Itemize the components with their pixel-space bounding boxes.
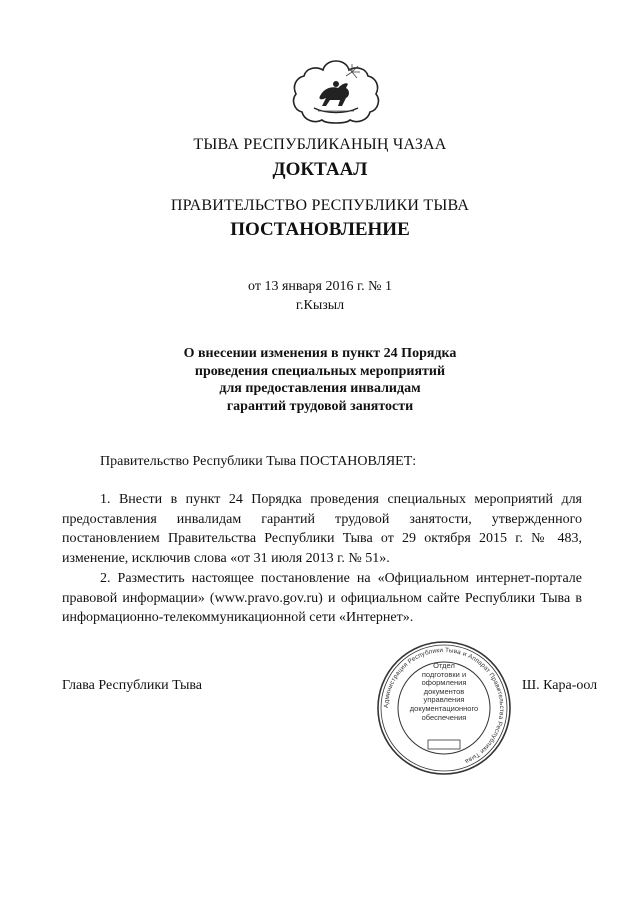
paragraph-line: постановлением Правительства Республики Тыва от 29 октября 2015 г. № 483, (62, 531, 582, 546)
paragraph-line: предоставления инвалидам гарантий трудовой занятости, утвержденного (62, 511, 582, 527)
tyva-document-type: ДОКТААЛ (272, 159, 368, 180)
paragraph-line: правовой информации» (www.pravo.gov.ru) и официальном сайте Республики Тыва в (62, 590, 582, 606)
intro-paragraph (62, 452, 582, 472)
signatory-name: Ш. Кара-оол (522, 678, 598, 693)
signatory-position: Глава Республики Тыва (62, 678, 203, 693)
russian-document-type: ПОСТАНОВЛЕНИЕ (230, 219, 410, 240)
paragraph-2 (62, 569, 582, 628)
paragraph-line: информационно-телекоммуникационной сети «Интернет». (62, 610, 414, 625)
title-line: проведения специальных мероприятий (194, 363, 446, 379)
tyva-emblem-icon (286, 58, 386, 124)
russian-government-name: ПРАВИТЕЛЬСТВО РЕСПУБЛИКИ ТЫВА (170, 197, 470, 214)
document-city: г.Кызыл (295, 298, 345, 313)
seal-line: обеспечения (421, 712, 467, 722)
tyva-government-name: ТЫВА РЕСПУБЛИКАНЫҢ ЧАЗАА (193, 136, 447, 153)
seal-line: подготовки и (421, 669, 467, 679)
paragraph-line: 2. Разместить настоящее постановление на «Официальном интернет-портале (100, 571, 582, 586)
intro-text: Правительство Республики Тыва ПОСТАНОВЛЯЕТ: (100, 454, 417, 469)
document-date: от 13 января 2016 г. № 1 (248, 279, 392, 294)
seal-line: документационного (409, 703, 479, 713)
paragraph-line: 1. Внести в пункт 24 Порядка проведения специальных мероприятий для (100, 492, 582, 507)
paragraph-1 (62, 490, 582, 568)
document-title (0, 345, 640, 415)
paragraph-line: изменение, исключив слова «от 31 июля 2013 г. № 51». (62, 550, 390, 566)
seal-ring-text: Администрация Республики Тыва и Аппарат Правительства Республики Тыва (382, 646, 506, 765)
seal-line: управления (423, 695, 465, 705)
title-line: гарантий трудовой занятости (226, 398, 414, 414)
seal-line: Отдел (433, 661, 455, 670)
title-line: для предоставления инвалидам (219, 381, 421, 396)
seal-line: оформления документов (421, 678, 467, 696)
seal-inner-text (408, 662, 480, 722)
title-line: О внесении изменения в пункт 24 Порядка (183, 346, 457, 361)
